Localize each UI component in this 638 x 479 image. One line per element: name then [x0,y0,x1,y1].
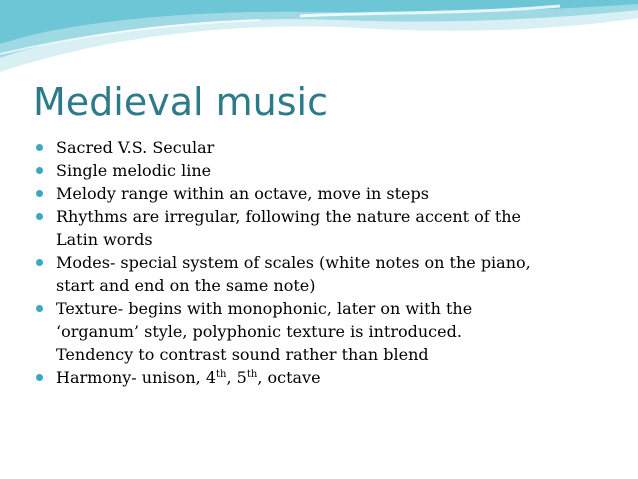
bullet-text: Melody range within an octave, move in steps [56,184,429,203]
bullet-item-sacred-secular [36,136,616,159]
bullet-text [56,366,616,389]
bullet-dot-icon [36,190,43,197]
bullet-text-line: Modes- special system of scales (white notes on the piano, [56,253,531,272]
bullet-dot-icon [36,305,43,312]
bullet-item-texture [36,297,616,366]
bullet-item-melody-range [36,182,616,205]
bullet-item-harmony [36,366,616,389]
superscript-th: th [246,369,258,380]
bullet-text-line: Texture- begins with monophonic, later on with the [56,299,473,318]
bullet-list [36,136,616,389]
bullet-dot-icon [36,167,43,174]
superscript-th: th [216,369,227,380]
bullet-text: Single melodic line [56,161,212,180]
bullet-text-line: Latin words [56,230,153,249]
harmony-prefix: Harmony- unison, 4 [56,368,217,387]
bullet-text-line: ‘organum’ style, polyphonic texture is introduced. [56,322,462,341]
bullet-dot-icon [36,259,43,266]
bullet-item-modes [36,251,616,297]
header-wave-decoration [0,0,638,80]
slide-title: Medieval music [33,80,328,124]
bullet-item-rhythms [36,205,616,251]
bullet-item-melodic-line [36,159,616,182]
bullet-dot-icon [36,213,43,220]
bullet-text-line: start and end on the same note) [56,276,316,295]
bullet-text-line: Rhythms are irregular, following the nature accent of the [56,207,522,226]
bullet-text-line: Tendency to contrast sound rather than blend [56,345,429,364]
bullet-dot-icon [36,144,43,151]
harmony-suffix: , octave [257,368,321,387]
harmony-middle: , 5 [226,368,247,387]
bullet-dot-icon [36,374,43,381]
bullet-text: Sacred V.S. Secular [56,138,215,157]
